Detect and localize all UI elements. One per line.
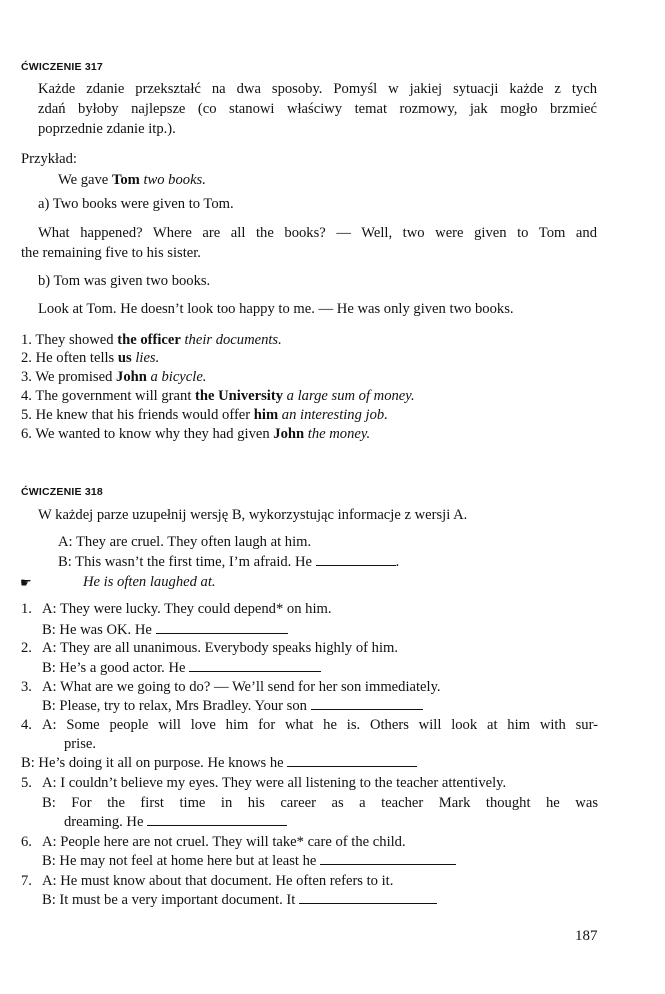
exercise-318-heading: ĆWICZENIE 318: [21, 486, 103, 498]
example-b-line: b) Tom was given two books.: [38, 273, 211, 289]
instruction-line-2: zdań byłoby najlepsze (co stanowi właściwy temat rozmowy, jak mogło brzmieć: [38, 101, 597, 117]
list-item: 5. He knew that his friends would offer him an interesting job.: [21, 407, 388, 423]
item-b-line: B: He’s doing it all on purpose. He knows he: [21, 754, 417, 772]
item-a-line: A: What are we going to do? — We’ll send for her son immediately.: [42, 679, 441, 695]
answer-blank[interactable]: [320, 852, 456, 865]
item-number: 4.: [21, 717, 32, 733]
example-pre: We gave: [58, 172, 112, 188]
example-a-context-2: the remaining five to his sister.: [21, 245, 201, 261]
answer-blank[interactable]: [311, 697, 423, 710]
answer-blank[interactable]: [287, 754, 417, 767]
item-b-line: B: It must be a very important document. It: [42, 891, 437, 909]
answer-blank[interactable]: [316, 553, 396, 566]
answer-blank[interactable]: [299, 891, 437, 904]
item-number: 6.: [21, 834, 32, 850]
item-b-line: B: He may not feel at home here but at least he: [42, 852, 456, 870]
instruction-line-3: poprzednie zdanie itp.).: [38, 121, 176, 137]
list-item: 6. We wanted to know why they had given John the money.: [21, 426, 371, 442]
item-a-line: A: I couldn’t believe my eyes. They were all listening to the teacher attentively.: [42, 775, 507, 791]
item-b-line: B: He was OK. He: [42, 621, 288, 639]
example-b-sentence: B: This wasn’t the first time, I’m afraid. He .: [58, 554, 400, 570]
item-b-line-continued: dreaming. He: [64, 813, 287, 831]
item-a-line: A: Some people will love him for what he is. Others will look at him with sur-: [42, 717, 598, 733]
exercise-318-instruction: W każdej parze uzupełnij wersję B, wykorzystując informacje z wersji A.: [38, 507, 468, 523]
example-bold: Tom: [111, 172, 140, 188]
item-a-line-continued: prise.: [64, 736, 97, 752]
answer-blank[interactable]: [156, 621, 288, 634]
item-a-line: A: He must know about that document. He often refers to it.: [42, 873, 394, 889]
list-item: 3. We promised John a bicycle.: [21, 369, 207, 385]
item-a-line: A: They were lucky. They could depend* on him.: [42, 601, 332, 617]
example-a-line: a) Two books were given to Tom.: [38, 196, 234, 212]
example-answer: He is often laughed at.: [83, 574, 216, 590]
item-number: 7.: [21, 873, 32, 889]
item-number: 1.: [21, 601, 32, 617]
example-a-sentence: A: They are cruel. They often laugh at him.: [58, 534, 312, 550]
item-b-line: B: For the first time in his career as a teacher Mark thought he was: [42, 795, 598, 811]
list-item: 1. They showed the officer their documents.: [21, 332, 282, 348]
example-a-context-1: What happened? Where are all the books? — Well, two were given to Tom and: [38, 225, 597, 241]
item-a-line: A: They are all unanimous. Everybody speaks highly of him.: [42, 640, 398, 656]
example-b-context: Look at Tom. He doesn’t look too happy to me. — He was only given two books.: [38, 301, 514, 317]
item-number: 2.: [21, 640, 32, 656]
list-item: 2. He often tells us lies.: [21, 350, 160, 366]
item-b-line: B: Please, try to relax, Mrs Bradley. Your son: [42, 697, 423, 715]
item-a-line: A: People here are not cruel. They will take* care of the child.: [42, 834, 406, 850]
example-label: Przykład:: [21, 151, 77, 167]
instruction-line-1: Każde zdanie przekształć na dwa sposoby. Pomyśl w jakiej sytuacji każde z tych: [38, 81, 597, 97]
item-number: 5.: [21, 775, 32, 791]
item-number: 3.: [21, 679, 32, 695]
page-number: 187: [575, 928, 598, 944]
list-item: 4. The government will grant the University a large sum of money.: [21, 388, 415, 404]
item-b-line: B: He’s a good actor. He: [42, 659, 321, 677]
example-sentence: [58, 171, 206, 189]
example-italic: two books.: [143, 172, 206, 188]
answer-blank[interactable]: [147, 813, 287, 826]
exercise-317-heading: ĆWICZENIE 317: [21, 61, 103, 73]
pointing-hand-icon: ☛: [20, 575, 32, 590]
answer-blank[interactable]: [189, 659, 321, 672]
